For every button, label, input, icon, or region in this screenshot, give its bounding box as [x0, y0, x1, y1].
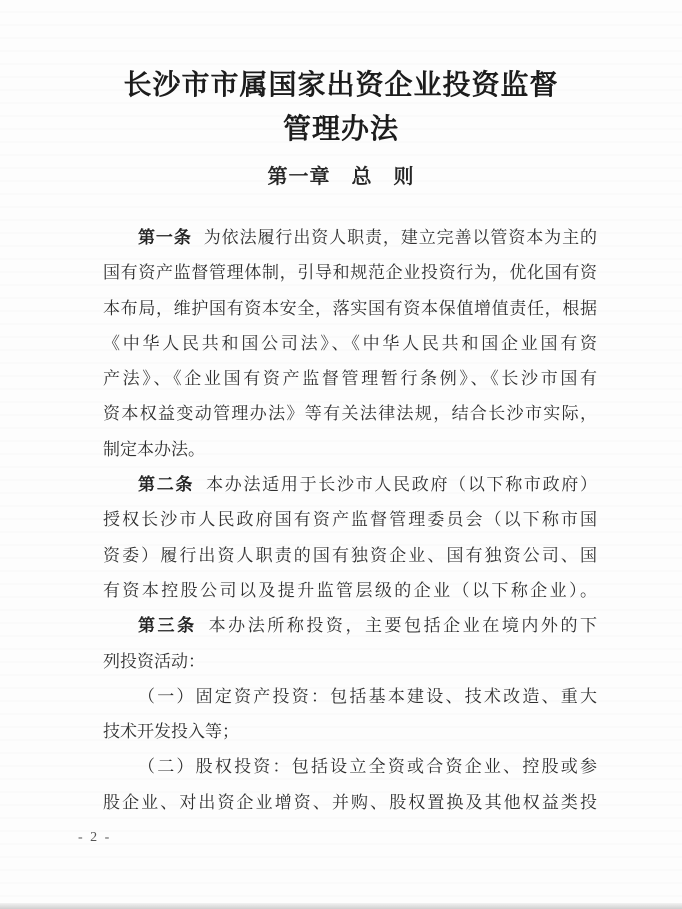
- text-line: [103, 467, 597, 502]
- text-line: 授权长沙市人民政府国有资产监督管理委员会（以下称市国: [103, 510, 597, 530]
- paragraph-article-2: [103, 467, 597, 608]
- text-line: 资委）履行出资人职责的国有独资企业、国有独资公司、国: [103, 545, 597, 565]
- document-title: [0, 64, 682, 152]
- text-line: 技术开发投入等；: [103, 722, 239, 742]
- text-line: 本布局，维护国有资本安全，落实国有资本保值增值责任，根据: [103, 298, 597, 318]
- text-line: 产法》、《企业国有资产监督管理暂行条例》、《长沙市国有: [103, 369, 597, 389]
- paragraph-article-1: [103, 220, 597, 467]
- line-text: 本办法所称投资，主要包括企业在境内外的下: [208, 616, 597, 636]
- paragraph-item-2: [103, 749, 597, 820]
- chapter-heading: 第一章 总 则: [267, 166, 415, 188]
- article-number: 第二条: [138, 475, 195, 495]
- paragraph-article-3: [103, 608, 597, 679]
- text-line: （二）股权投资：包括设立全资或合资企业、控股或参: [138, 757, 597, 777]
- text-line: （一）固定资产投资：包括基本建设、技术改造、重大: [138, 686, 597, 706]
- page-number: - 2 -: [78, 830, 112, 845]
- title-line-1: 长沙市市属国家出资企业投资监督: [123, 70, 559, 101]
- line-text: 为依法履行出资人职责，建立完善以管资本为主的: [203, 228, 597, 247]
- text-line: [103, 220, 597, 255]
- text-line: 有资本控股公司以及提升监管层级的企业（以下称企业）。: [103, 580, 597, 600]
- title-line-2: 管理办法: [282, 114, 399, 145]
- article-number: 第三条: [138, 616, 197, 636]
- document-body: [103, 220, 597, 820]
- text-line: [103, 608, 597, 643]
- text-line: 列投资活动：: [103, 651, 205, 671]
- article-number: 第一条: [138, 228, 192, 247]
- text-line: 股企业、对出资企业增资、并购、股权置换及其他权益类投: [103, 792, 597, 812]
- text-line: 制定本办法。: [103, 439, 205, 459]
- paragraph-item-1: [103, 679, 597, 750]
- text-line: 国有资产监督管理体制，引导和规范企业投资行为，优化国有资: [103, 263, 597, 283]
- text-line: 《中华人民共和国公司法》、《中华人民共和国企业国有资: [103, 333, 597, 353]
- line-text: 本办法适用于长沙市人民政府（以下称市政府）: [206, 475, 597, 495]
- scan-edge-shadow: [0, 903, 682, 909]
- text-line: 资本权益变动管理办法》等有关法律法规，结合长沙市实际，: [103, 404, 597, 424]
